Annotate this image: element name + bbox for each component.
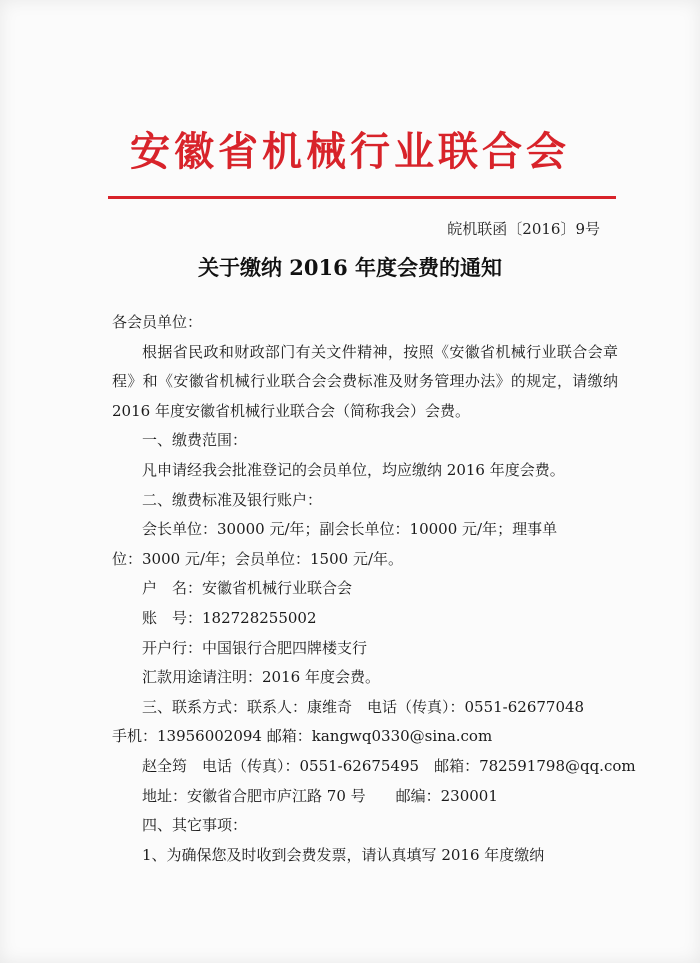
section-1-heading: 一、缴费范围：: [142, 431, 248, 450]
account-name: 户 名：安徽省机械行业联合会: [142, 579, 353, 598]
contact-line-3: 赵全筠 电话（传真）：0551-62675495 邮箱：782591798@qq.com: [142, 756, 636, 775]
letterhead-red-rule: [108, 196, 616, 199]
contact-line-1: 三、联系方式：联系人：康维奇 电话（传真）：0551-62677048: [142, 697, 585, 716]
org-letterhead-title: 安徽省机械行业联合会: [130, 128, 570, 175]
notice-body: [112, 308, 636, 870]
other-item-1: 1、为确保您及时收到会费发票，请认真填写 2016 年度缴纳: [142, 845, 545, 864]
section-1-text: 凡申请经我会批准登记的会员单位，均应缴纳 2016 年度会费。: [142, 460, 565, 479]
bank-branch: 开户行：中国银行合肥四牌楼支行: [142, 638, 368, 657]
fee-standard-line-1: 会长单位：30000 元/年；副会长单位：10000 元/年；理事单: [142, 520, 558, 539]
account-number: 账 号：182728255002: [142, 608, 317, 627]
section-4-heading: 四、其它事项：: [142, 816, 248, 835]
fee-standard-line-2: 位：3000 元/年；会员单位：1500 元/年。: [112, 549, 403, 568]
contact-line-2: 手机：13956002094 邮箱：kangwq0330@sina.com: [112, 727, 493, 746]
intro-paragraph: 根据省民政和财政部门有关文件精神，按照《安徽省机械行业联合会章程》和《安徽省机械行业联合会会费标准及财务管理办法》的规定，请缴纳 2016 年度安徽省机械行业联合会（简称我会）会费。: [112, 342, 618, 420]
document-number: 皖机联函〔2016〕9号: [447, 220, 600, 238]
address-line: 地址：安徽省合肥市庐江路 70 号 邮编：230001: [142, 786, 498, 805]
notice-title: 关于缴纳 2016 年度会费的通知: [197, 255, 503, 280]
salutation: 各会员单位：: [112, 313, 203, 331]
section-2-heading: 二、缴费标准及银行账户：: [142, 490, 323, 509]
remittance-note: 汇款用途请注明：2016 年度会费。: [142, 668, 380, 687]
